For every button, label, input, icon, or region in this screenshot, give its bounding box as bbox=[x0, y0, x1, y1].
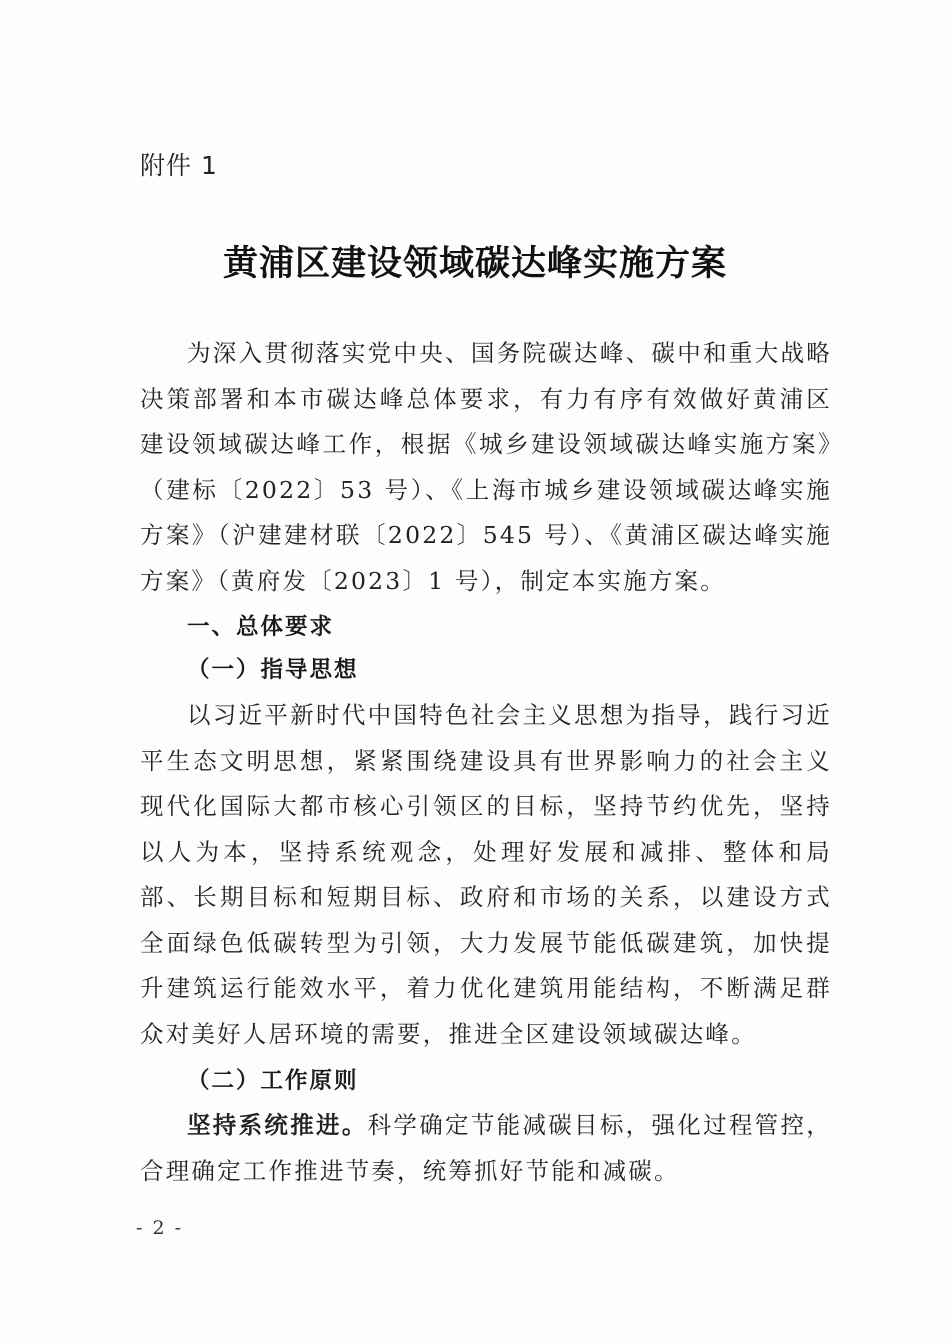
guiding-thought-paragraph: 以习近平新时代中国特色社会主义思想为指导，践行习近平生态文明思想，紧紧围绕建设具有世界影响力的社会主义现代化国际大都市核心引领区的目标，坚持节约优先，坚持以人为本，坚持系统观念，处理好发展和减排、整体和局部、长期目标和短期目标、政府和市场的关系，以建设方式全面绿色低碳转型为引领，大力发展节能低碳建筑，加快提升建筑运行能效水平，着力优化建筑用能结构，不断满足群众对美好人居环境的需要，推进全区建设领域碳达峰。 bbox=[140, 701, 832, 1048]
document-title: 黄浦区建设领域碳达峰实施方案 bbox=[222, 244, 727, 284]
intro-paragraph: 为深入贯彻落实党中央、国务院碳达峰、碳中和重大战略决策部署和本市碳达峰总体要求，有力有序有效做好黄浦区建设领域碳达峰工作，根据《城乡建设领域碳达峰实施方案》（建标〔2022〕53 号）、《上海市城乡建设领域碳达峰实施方案》（沪建建材联〔2022〕545 号）、《黄浦区碳达峰实施方案》（黄府发〔2023〕1 号），制定本实施方案。 bbox=[140, 339, 832, 595]
attachment-label: 附件 1 bbox=[140, 151, 218, 180]
section-heading-general-requirements: 一、总体要求 bbox=[187, 614, 335, 640]
subsection-heading-guiding-thought: （一）指导思想 bbox=[187, 657, 359, 683]
principle-text: 科学确定节能减碳目标，强化过程管控，合理确定工作推进节奏，统筹抓好节能和减碳。 bbox=[140, 1111, 832, 1185]
principle-lead: 坚持系统推进。 bbox=[187, 1111, 368, 1139]
page-number: - 2 - bbox=[136, 1217, 184, 1239]
principle-paragraph bbox=[140, 1103, 832, 1194]
subsection-heading-work-principles: （二）工作原则 bbox=[187, 1068, 359, 1094]
